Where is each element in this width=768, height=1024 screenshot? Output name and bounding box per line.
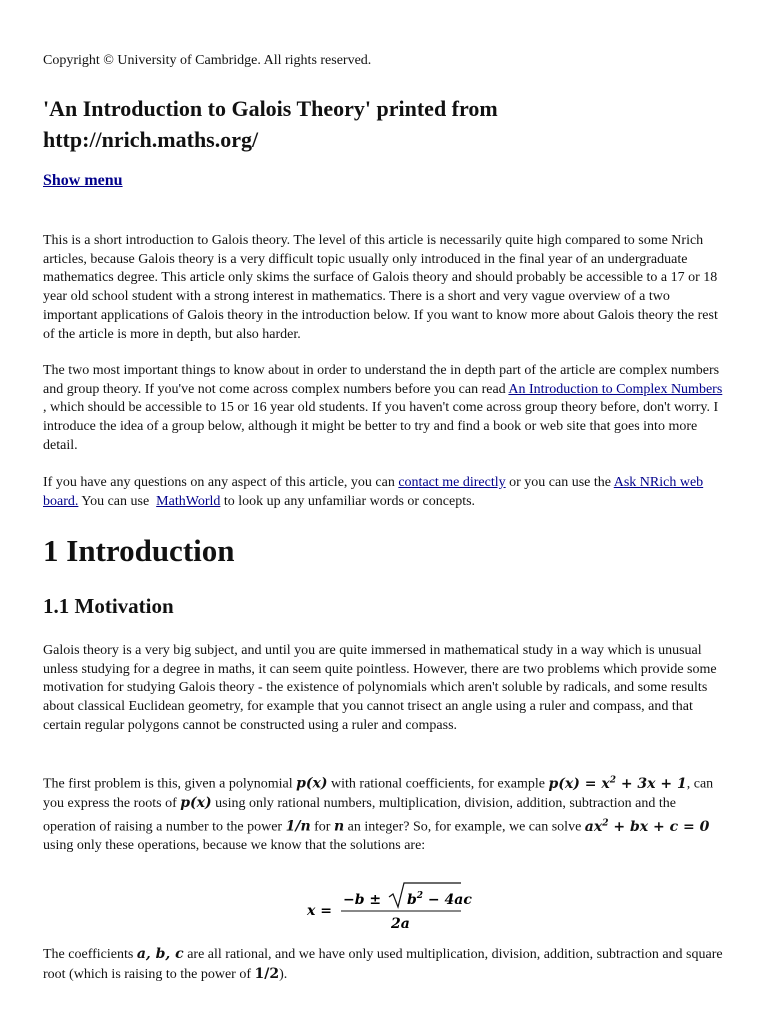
intro-paragraph-2 xyxy=(43,362,725,456)
mathworld-link[interactable]: MathWorld xyxy=(156,493,221,509)
formula-radicand-exponent: 2 xyxy=(416,891,424,901)
intro-p3-text-b: or you can use the xyxy=(505,475,614,490)
math-poly-part-b: + 3x + 1 xyxy=(615,775,687,792)
intro-paragraph-3 xyxy=(43,474,725,511)
math-quad-part-a: ax xyxy=(584,818,603,835)
p6-text-b: are all rational, and we have only used multiplication, division, addition, subtraction and square root (which is raising to the power of xyxy=(43,947,723,982)
p5-text-e: for xyxy=(310,819,334,835)
subsection-heading: 1.1 Motivation xyxy=(43,594,174,618)
intro-p3-text-d: to look up any unfamiliar words or concepts. xyxy=(220,493,476,509)
show-menu-link[interactable]: Show menu xyxy=(43,172,123,189)
p5-text-g: using only these operations, because we know that the solutions are: xyxy=(43,838,426,854)
p6-text-c: ). xyxy=(279,966,288,982)
p5-text-f: an integer? So, for example, we can solve xyxy=(344,819,585,835)
p5-text-a: The first problem is this, given a polynomial xyxy=(43,776,297,792)
math-poly-part-a: p(x) = x xyxy=(548,775,610,792)
math-polynomial-example xyxy=(548,776,686,792)
p5-text-d: using only rational numbers, multiplication, division, addition, subtraction and the operation of raising a number to the power xyxy=(43,796,676,835)
p5-text-b: with rational coefficients, for example xyxy=(327,776,549,792)
formula-numerator-prefix: −b ± xyxy=(343,892,382,908)
intro-p2-text-b: , which should be accessible to 15 or 16 year old students. If you haven't come across group theory before, don't worry. I introduce the idea of a group below, although it might be better to try and find a book or web site that goes into more detail. xyxy=(43,400,719,453)
math-p-of-x: p(x) xyxy=(296,775,328,792)
quadratic-formula xyxy=(305,880,472,935)
formula-lhs: x = xyxy=(307,903,332,919)
math-quad-part-b: + bx + c = 0 xyxy=(608,818,710,835)
complex-numbers-link[interactable]: An Introduction to Complex Numbers xyxy=(508,381,723,397)
p5-text-c: , can you express the roots of xyxy=(43,776,714,812)
section-heading: 1 Introduction xyxy=(43,533,235,568)
intro-paragraph-1: This is a short introduction to Galois theory. The level of this article is necessarily quite high compared to some Nrich articles, because Galois theory is a very difficult topic usually only introduced in the final year of an undergraduate mathematics degree. This article only skims the surface of Galois theory and should probably be accessible to a 17 or 18 year old school student with a strong interest in mathematics. There is a short and very vague overview of a two important applications of Galois theory in the introduction below. If you want to know more about Galois theory the rest of the article is more in depth, but also harder. xyxy=(43,233,718,342)
formula-radicand-b: b xyxy=(407,892,417,908)
motivation-paragraph-2 xyxy=(43,771,725,856)
document-title: 'An Introduction to Galois Theory' printed from http://nrich.maths.org/ xyxy=(43,96,498,152)
math-p-of-x-2: p(x) xyxy=(180,795,212,812)
intro-p3-text-a: If you have any questions on any aspect of this article, you can xyxy=(43,475,399,490)
math-one-over-n: 1/n xyxy=(285,818,311,835)
math-n: n xyxy=(333,818,345,835)
math-poly-exponent: 2 xyxy=(609,775,616,785)
intro-p2-text-a: The two most important things to know about in order to understand the in depth part of the article are complex numbers and group theory. If you've not come across complex numbers before you can read xyxy=(43,363,720,397)
motivation-paragraph-3 xyxy=(43,945,725,984)
ask-nrich-link[interactable]: Ask NRich web board. xyxy=(43,475,704,509)
math-quad-exponent: 2 xyxy=(602,818,609,829)
intro-p3-text-c: You can use xyxy=(78,493,157,509)
p6-text-a: The coefficients xyxy=(43,947,137,962)
math-coefficients: a, b, c xyxy=(136,946,184,962)
contact-me-link[interactable]: contact me directly xyxy=(398,475,506,490)
svg-text:b2 − 4ac xyxy=(407,891,472,908)
motivation-paragraph-1: Galois theory is a very big subject, and until you are quite immersed in mathematical study in a way which is unusual unless studying for a degree in maths, it can seem quite pointless. However, there are two problems which provide some motivation for studying Galois theory - the existence of polynomials which aren't soluble by radicals, and some results about classical Euclidean geometry, for example that you cannot trisect an angle using a ruler and compass, and that certain regular polygons cannot be constructed using a ruler and compass. xyxy=(43,643,717,733)
formula-denominator: 2a xyxy=(391,916,410,932)
math-quadratic xyxy=(585,819,710,835)
copyright-notice: Copyright © University of Cambridge. All rights reserved. xyxy=(43,53,372,68)
math-one-half: 1/2 xyxy=(254,965,280,982)
formula-radicand-rest: − 4ac xyxy=(423,892,472,908)
